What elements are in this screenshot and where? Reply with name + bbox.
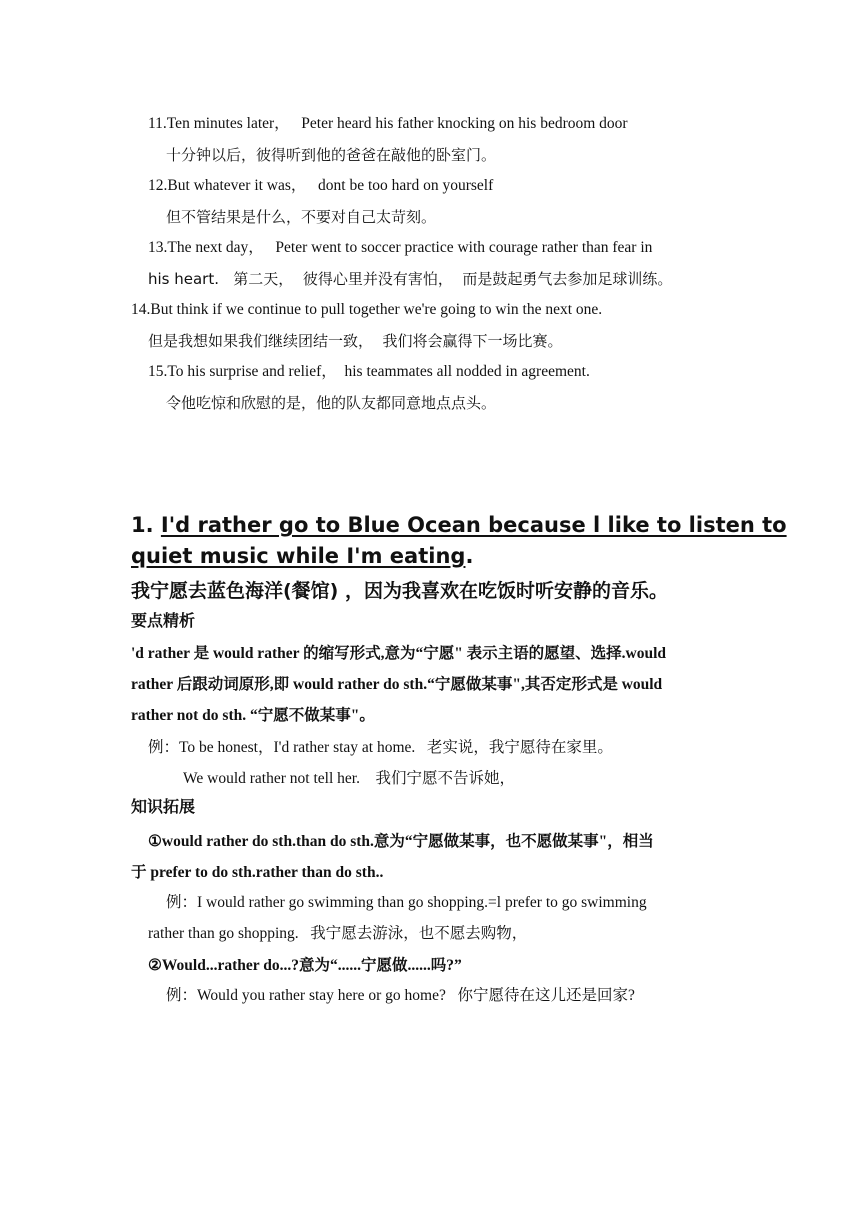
section-title-period: . <box>465 544 474 568</box>
section-title-line2 <box>131 542 473 570</box>
sentence-13-en: 13.The next day， Peter went to soccer practice with courage rather than fear in <box>148 239 653 256</box>
sentence-13-cont: his heart. 第二天， 彼得心里并没有害怕， 而是鼓起勇气去参加足球训练。 <box>148 270 673 288</box>
sentence-14-cn: 但是我想如果我们继续团结一致， 我们将会赢得下一场比赛。 <box>148 332 563 350</box>
extension-2-example: 例：Would you rather stay here or go home? 你宁愿待在这儿还是回家? <box>166 987 635 1004</box>
extension-1-line2: 于 prefer to do sth.rather than do sth.. <box>131 864 384 881</box>
sentence-12-cn: 但不管结果是什么，不要对自己太苛刻。 <box>166 208 437 226</box>
key-point-line-3: rather not do sth. “宁愿不做某事"。 <box>131 707 375 724</box>
sentence-15-cn: 令他吃惊和欣慰的是，他的队友都同意地点点头。 <box>166 394 497 412</box>
sentence-14-en: 14.But think if we continue to pull together we're going to win the next one. <box>131 301 603 318</box>
key-point-line-2: rather 后跟动词原形,即 would rather do sth.“宁愿做某事",其否定形式是 would <box>131 676 663 693</box>
sentence-11-cn: 十分钟以后，彼得听到他的爸爸在敲他的卧室门。 <box>166 146 497 164</box>
sentence-15-en: 15.To his surprise and relief， his teammates all nodded in agreement. <box>148 363 590 380</box>
sentence-12-en: 12.But whatever it was， dont be too hard on yourself <box>148 177 494 194</box>
section-title-text-1: I'd rather go to Blue Ocean because l like to listen to <box>160 513 787 537</box>
extension-heading: 知识拓展 <box>131 797 196 816</box>
section-number: 1. <box>131 513 154 537</box>
extension-2-line: ②Would...rather do...?意为“......宁愿做......吗?” <box>148 957 462 974</box>
sentence-11-en: 11.Ten minutes later， Peter heard his father knocking on his bedroom door <box>148 115 628 132</box>
example-2: We would rather not tell her. 我们宁愿不告诉她， <box>183 770 515 787</box>
extension-1-line1: ①would rather do sth.than do sth.意为“宁愿做某事，也不愿做某事"，相当 <box>148 833 654 850</box>
key-point-line-1: 'd rather 是 would rather 的缩写形式,意为“宁愿" 表示主语的愿望、选择.would <box>131 645 667 662</box>
key-points-heading: 要点精析 <box>131 611 196 630</box>
section-title-text-2: quiet music while I'm eating <box>131 544 466 568</box>
extension-1-example-2: rather than go shopping. 我宁愿去游泳，也不愿去购物， <box>148 925 528 942</box>
section-title-cn: 我宁愿去蓝色海洋(餐馆) ，因为我喜欢在吃饭时听安静的音乐。 <box>131 580 668 602</box>
extension-1-example-1: 例：I would rather go swimming than go shopping.=l prefer to go swimming <box>166 894 647 911</box>
example-1: 例：To be honest，I'd rather stay at home. 老实说，我宁愿待在家里。 <box>148 739 613 756</box>
key-points-body <box>131 638 731 731</box>
section-title-line1 <box>131 511 787 539</box>
